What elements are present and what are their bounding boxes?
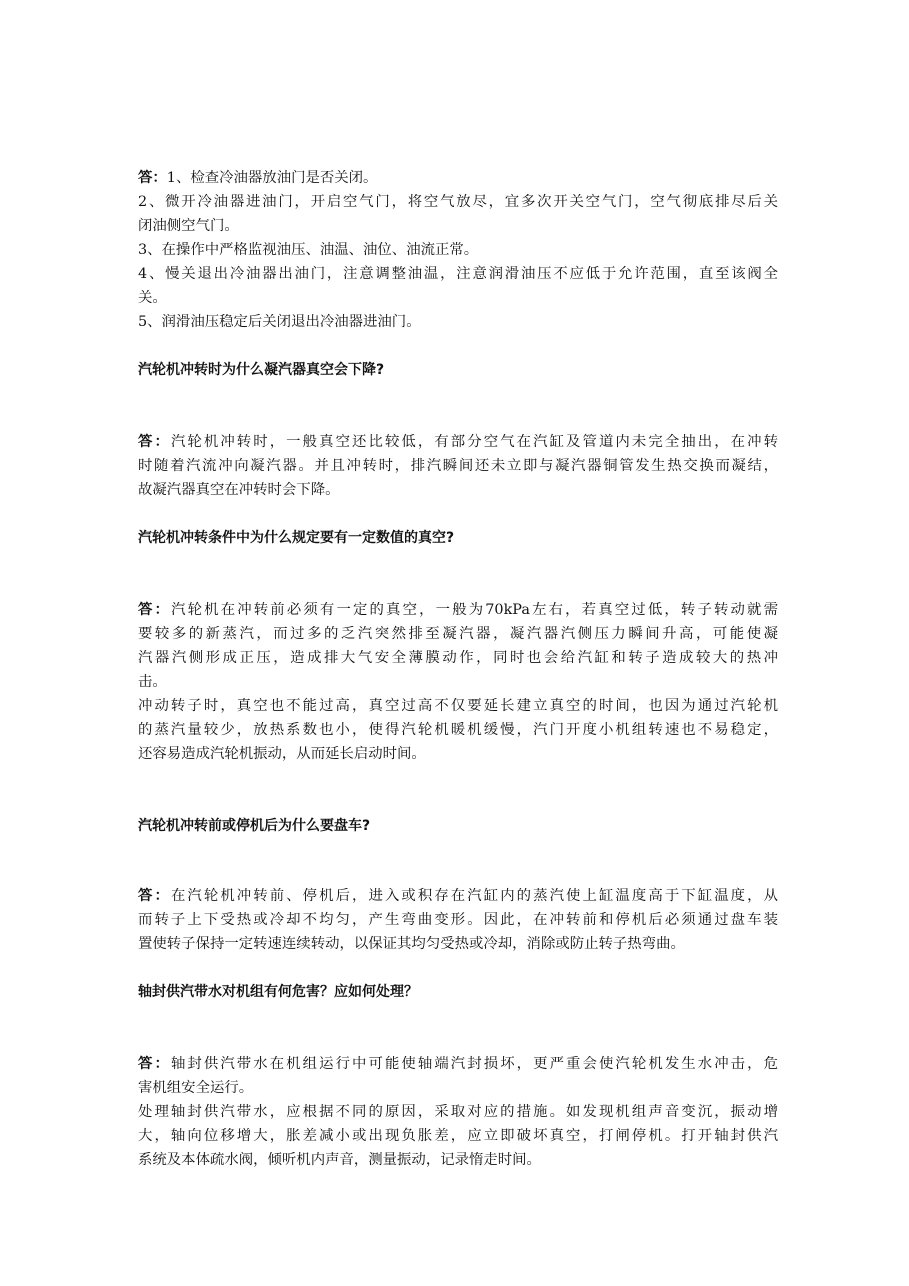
- answer-3-line-7: 还容易造成汽轮机振动，从而延长启动时间。: [138, 746, 426, 762]
- answer-3-line-5: 冲动转子时，真空也不能过高，真空过高不仅要延长建立真空的时间，也因为通过汽轮机: [138, 698, 778, 714]
- answer-label: 答：: [138, 170, 167, 186]
- answer-4-line-3: 置使转子保持一定转速连续转动，以保证其均匀受热或冷却，消除或防止转子热弯曲。: [138, 936, 685, 952]
- question-1-title: 汽轮机冲转时为什么凝汽器真空会下降?: [138, 362, 385, 378]
- answer-3-line-1: 答：汽轮机在冲转前必须有一定的真空，一般为70kPa左右，若真空过低，转子转动就需: [138, 602, 778, 618]
- answer-4-line-2: 而转子上下受热或冷却不均匀，产生弯曲变形。因此，在冲转前和停机后必须通过盘车装: [138, 912, 778, 928]
- answer-label: 答：: [138, 1056, 171, 1072]
- answer-3-line-6: 的蒸汽量较少，放热系数也小，使得汽轮机暖机缓慢，汽门开度小机组转速也不易稳定，: [138, 722, 778, 738]
- answer-label: 答：: [138, 888, 171, 904]
- answer-3-line-2: 要较多的新蒸汽，而过多的乏汽突然排至凝汽器，凝汽器汽侧压力瞬间升高，可能使凝: [138, 626, 778, 642]
- answer-1-line-5: 4、慢关退出冷油器出油门，注意调整油温，注意润滑油压不应低于允许范围，直至该阀全: [138, 266, 778, 282]
- answer-label: 答：: [138, 434, 171, 450]
- answer-1-line-7: 5、润滑油压稳定后关闭退出冷油器进油门。: [138, 314, 421, 330]
- question-2-title: 汽轮机冲转条件中为什么规定要有一定数值的真空?: [138, 530, 455, 546]
- answer-5-line-3: 处理轴封供汽带水，应根据不同的原因，采取对应的措施。如发现机组声音变沉，振动增: [138, 1104, 778, 1120]
- answer-1-line-1: 答：1、检查冷油器放油门是否关闭。: [138, 170, 378, 186]
- answer-3-line-4: 击。: [138, 674, 167, 690]
- answer-2-line-1: 答：汽轮机冲转时，一般真空还比较低，有部分空气在汽缸及管道内未完全抽出，在冲转: [138, 434, 778, 450]
- answer-5-line-1: 答：轴封供汽带水在机组运行中可能使轴端汽封损坏，更严重会使汽轮机发生水冲击，危: [138, 1056, 778, 1072]
- question-3-title: 汽轮机冲转前或停机后为什么要盘车?: [138, 818, 371, 834]
- answer-2-line-2: 时随着汽流冲向凝汽器。并且冲转时，排汽瞬间还未立即与凝汽器铜管发生热交换而凝结，: [138, 458, 778, 474]
- answer-3-line-3: 汽器汽侧形成正压，造成排大气安全薄膜动作，同时也会给汽缸和转子造成较大的热冲: [138, 650, 778, 666]
- question-4-title: 轴封供汽带水对机组有何危害？应如何处理？: [138, 984, 418, 1000]
- answer-2-line-3: 故凝汽器真空在冲转时会下降。: [138, 482, 340, 498]
- answer-4-line-1: 答：在汽轮机冲转前、停机后，进入或积存在汽缸内的蒸汽使上缸温度高于下缸温度，从: [138, 888, 778, 904]
- answer-5-line-4: 大，轴向位移增大，胀差减小或出现负胀差，应立即破坏真空，打闸停机。打开轴封供汽: [138, 1128, 778, 1144]
- answer-1-line-2: 2、微开冷油器进油门，开启空气门，将空气放尽，宜多次开关空气门，空气彻底排尽后关: [138, 194, 778, 210]
- answer-5-line-5: 系统及本体疏水阀，倾听机内声音，测量振动，记录惰走时间。: [138, 1152, 541, 1168]
- answer-1-line-4: 3、在操作中严格监视油压、油温、油位、油流正常。: [138, 242, 479, 258]
- answer-5-line-2: 害机组安全运行。: [138, 1080, 254, 1096]
- answer-1-line-6: 关。: [138, 290, 167, 306]
- answer-1-line-3: 闭油侧空气门。: [138, 218, 239, 234]
- answer-label: 答：: [138, 602, 172, 618]
